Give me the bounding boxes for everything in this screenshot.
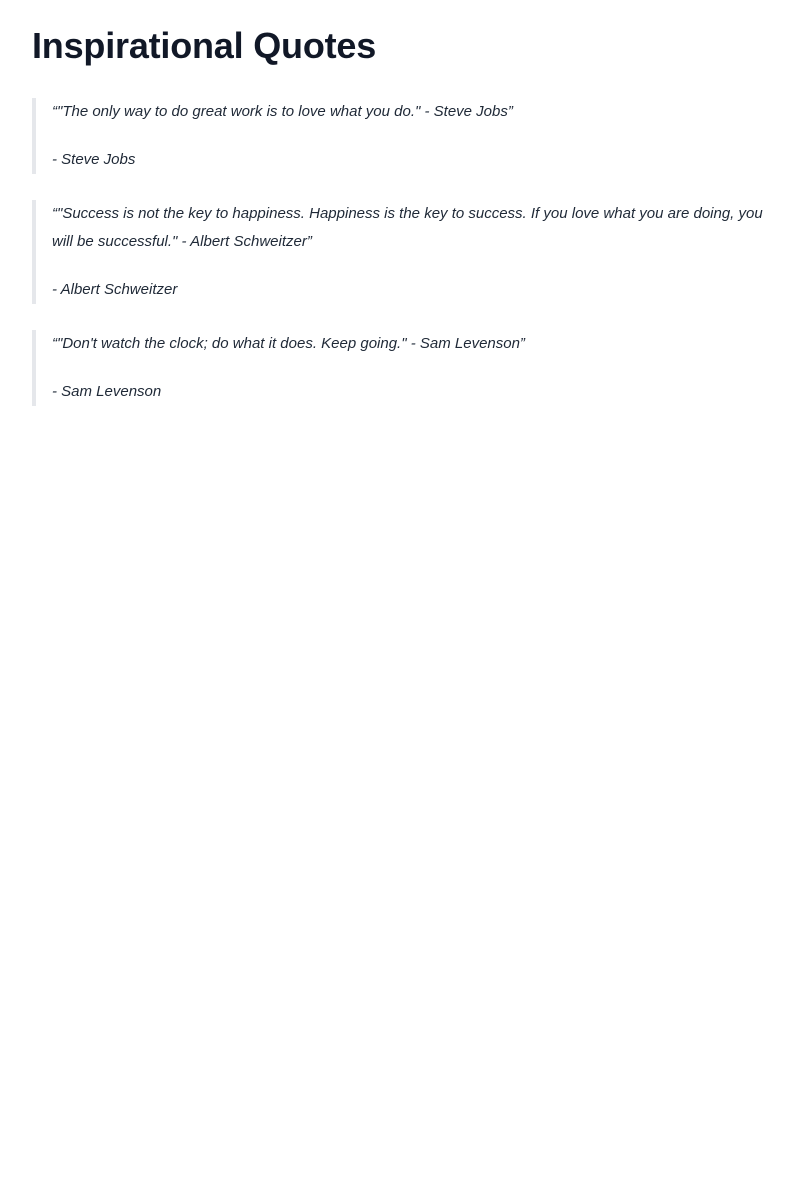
page-title: Inspirational Quotes	[32, 25, 377, 66]
quote-text: “"The only way to do great work is to love what you do." - Steve Jobs”	[52, 103, 513, 120]
quote-author: - Steve Jobs	[52, 151, 136, 168]
quote-item	[32, 200, 768, 304]
quote-item	[32, 98, 768, 174]
quote-item	[32, 330, 768, 406]
quote-author: - Albert Schweitzer	[52, 281, 178, 298]
quote-author: - Sam Levenson	[52, 383, 162, 400]
quote-text: “"Success is not the key to happiness. Happiness is the key to success. If you love what you are doing, you will be successful." - Albert Schweitzer”	[52, 205, 763, 250]
quote-list	[32, 98, 768, 406]
quote-text: “"Don't watch the clock; do what it does. Keep going." - Sam Levenson”	[52, 335, 525, 352]
